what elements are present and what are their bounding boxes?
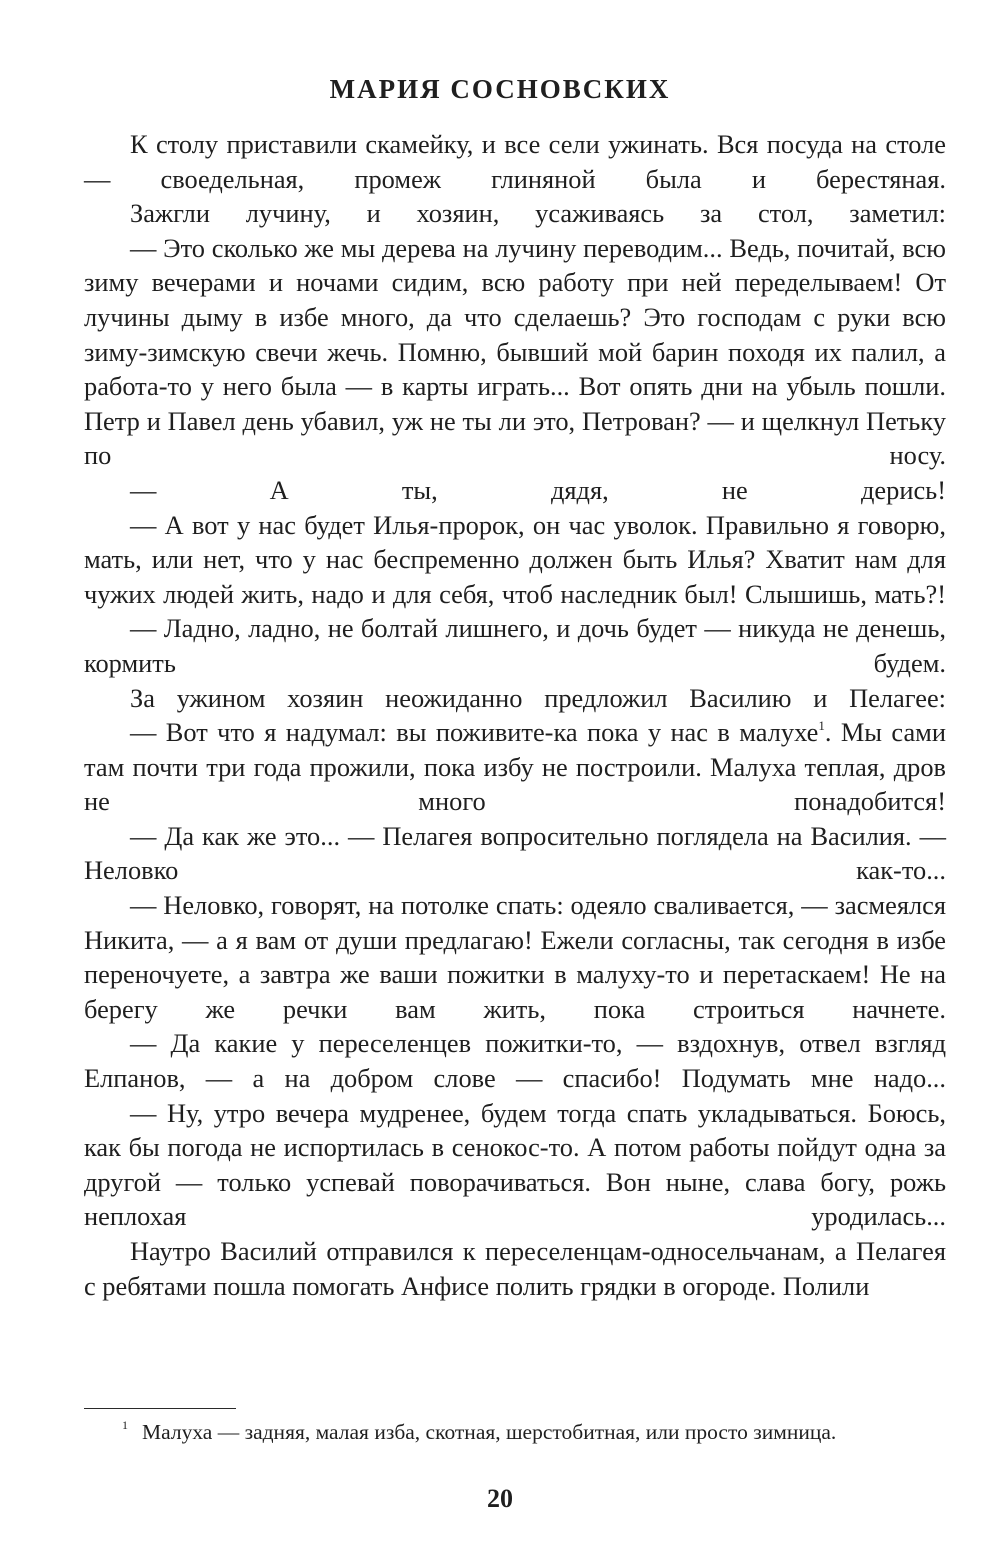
footnote-reference: 1 xyxy=(818,718,825,734)
paragraph: — Это сколько же мы дерева на лучину переводим... Ведь, почитай, всю зиму вечерами и ночами сидим, всю работу при ней переделываем! От лучины дыму в избе много, да что сделаешь? Это господам с руки всю зиму-зимскую свечи жечь. Помню, бывший мой барин походя их палил, а работа-то у него была — в карты играть... Вот опять дни на убыль пошли. Петр и Павел день убавил, уж не ты ли это, Петрован? — и щелкнул Петьку по носу. xyxy=(84,232,946,471)
paragraph-rest: . Мы сами там почти три года прожили, пока избу не построили. Малуха теплая, дров не много понадобится! xyxy=(84,717,946,817)
paragraph: Наутро Василий отправился к переселенцам-односельчанам, а Пелагея с ребятами пошла помогать Анфисе полить грядки в огороде. Полили xyxy=(84,1236,946,1301)
footnote-divider xyxy=(84,1408,236,1409)
paragraph: — Да какие у переселенцев пожитки-то, — вздохнув, отвел взгляд Елпанов, — а на добром слове — спасибо! Подумать мне надо... xyxy=(84,1028,946,1094)
paragraph: За ужином хозяин неожиданно предложил Василию и Пелагее: xyxy=(130,682,946,713)
running-header: МАРИЯ СОСНОВСКИХ xyxy=(329,74,671,104)
paragraph: К столу приставили скамейку, и все сели ужинать. Вся посуда на столе — своедельная, промеж глиняной была и берестяная. xyxy=(84,129,946,194)
paragraph: — Ну, утро вечера мудренее, будем тогда спать укладываться. Боюсь, как бы погода не испортилась в сенокос-то. А потом работы пойдут одна за другой — только успевай поворачиваться. Вон ныне, слава богу, рожь неплохая уродилась... xyxy=(84,1097,946,1232)
paragraph-start: — Вот что я надумал: вы поживите-ка пока у нас в малухе xyxy=(130,717,819,748)
paragraph: — А ты, дядя, не дерись! xyxy=(130,474,946,505)
paragraph: — Да как же это... — Пелагея вопросительно поглядела на Василия. — Неловко как-то... xyxy=(84,820,946,886)
paragraph-with-footnote xyxy=(84,715,946,819)
footnote xyxy=(84,1418,946,1447)
paragraph: — А вот у нас будет Илья-пророк, он час уволок. Правильно я говорю, мать, или нет, что у нас беспременно должен быть Илья? Хватит нам для чужих людей жить, надо и для себя, чтоб наследник был! Слышишь, мать?! xyxy=(84,509,946,609)
footnote-text: Малуха — задняя, малая изба, скотная, шерстобитная, или просто зимница. xyxy=(142,1420,837,1444)
paragraph: — Неловко, говорят, на потолке спать: одеяло сваливается, — засмеялся Никита, — а я вам от души предлагаю! Ежели согласны, так сегодня в избе переночуете, а завтра же ваши пожитки в малуху-то и перетаскаем! Не на берегу же речки вам жить, пока строиться начнете. xyxy=(84,890,946,1024)
footnote-marker: 1 xyxy=(122,1418,128,1432)
body-text xyxy=(84,127,946,1303)
page-number: 20 xyxy=(487,1484,513,1513)
paragraph: Зажгли лучину, и хозяин, усаживаясь за стол, заметил: xyxy=(130,198,946,229)
paragraph: — Ладно, ладно, не болтай лишнего, и дочь будет — никуда не денешь, кормить будем. xyxy=(84,613,946,678)
